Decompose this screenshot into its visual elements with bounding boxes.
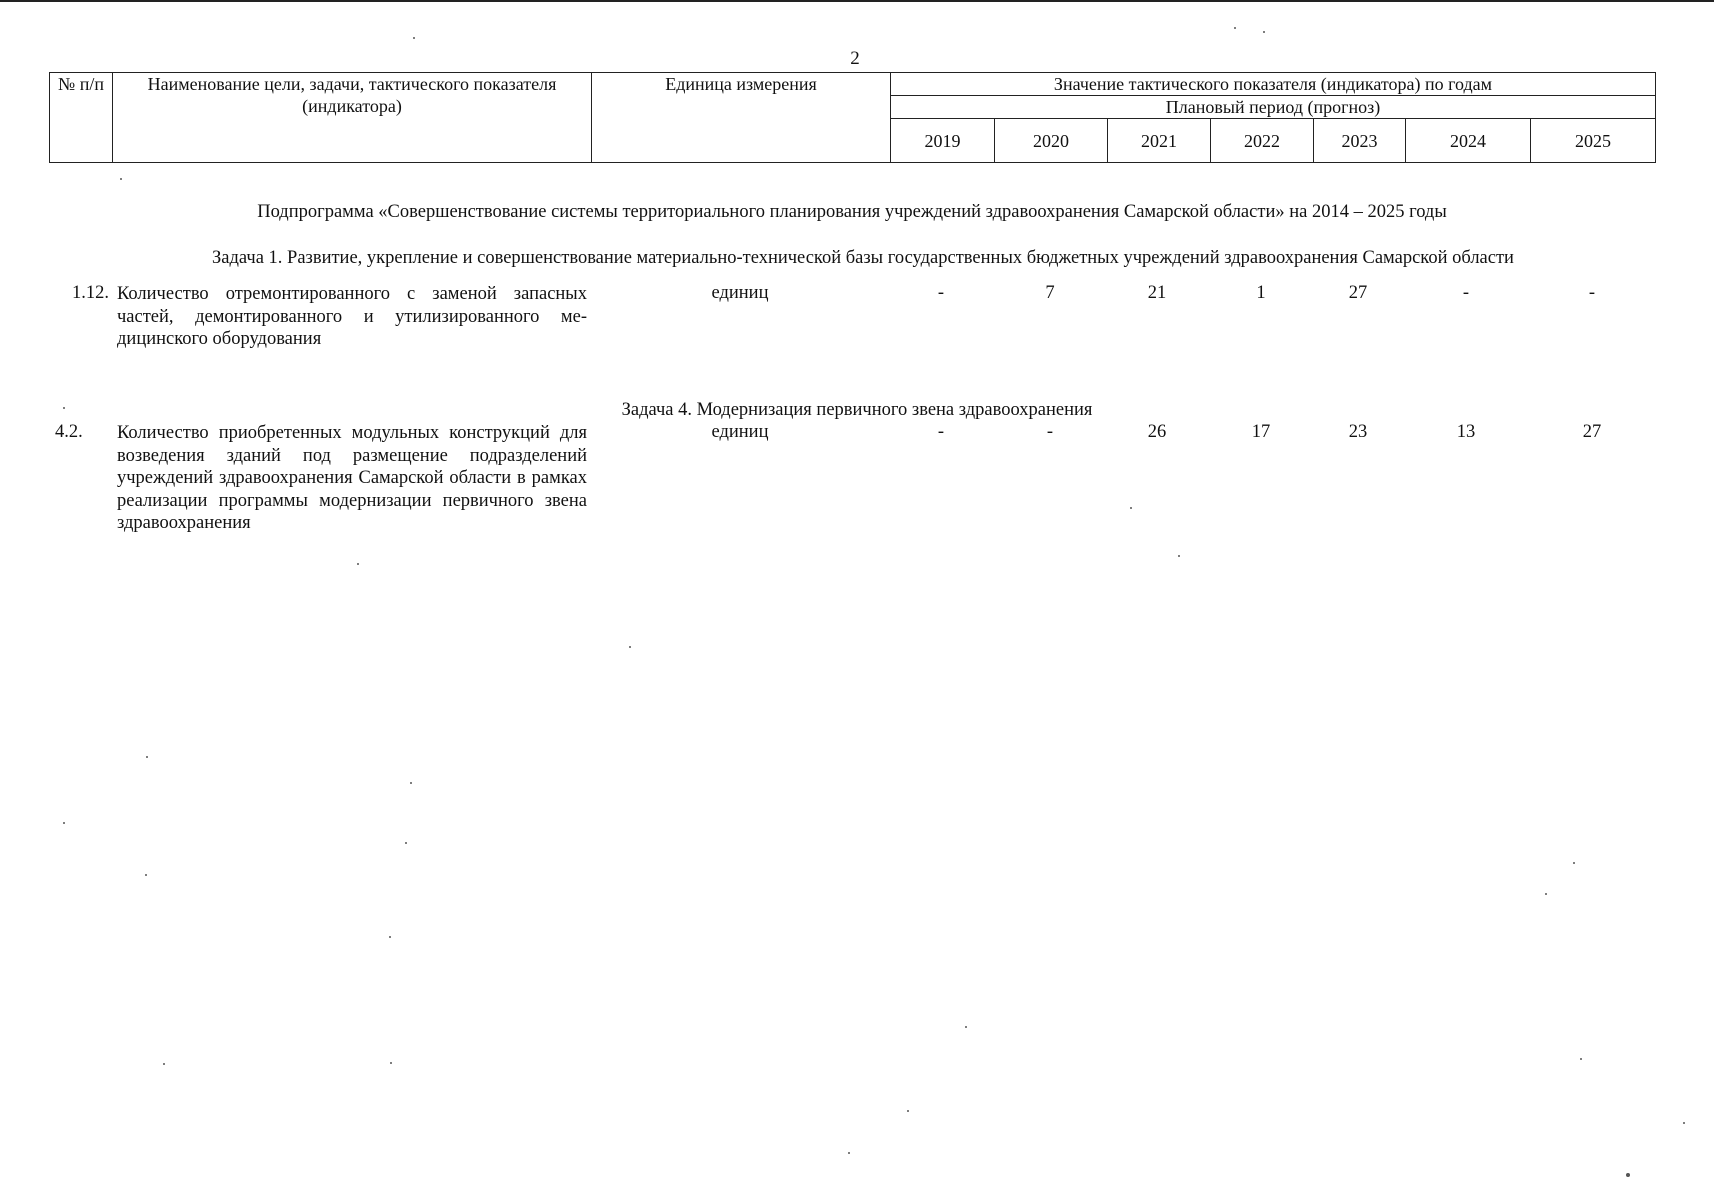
scan-speck	[405, 842, 407, 844]
scan-speck	[1626, 1173, 1630, 1177]
row-value-2020: -	[1046, 422, 1054, 442]
scan-speck	[1130, 507, 1132, 509]
task-4-title: Задача 4. Модернизация первичного звена здравоохранения	[621, 400, 1093, 420]
header-unit-col: Единица измерения	[592, 73, 891, 163]
header-year-2025: 2025	[1531, 119, 1656, 163]
header-num-col: № п/п	[50, 73, 113, 163]
page-number: 2	[850, 48, 860, 69]
scan-speck	[629, 646, 631, 648]
row-value-2022: 1	[1256, 283, 1266, 303]
row-value-2025: -	[1588, 283, 1596, 303]
header-year-2019: 2019	[891, 119, 995, 163]
scan-speck	[1545, 893, 1547, 895]
row-value-2023: 23	[1348, 422, 1368, 442]
scan-speck	[410, 782, 412, 784]
header-period-label: Плановый период (прогноз)	[891, 96, 1656, 119]
scan-speck	[1263, 31, 1265, 33]
scan-speck	[120, 178, 122, 180]
row-value-2021: 26	[1147, 422, 1167, 442]
row-value-2025: 27	[1582, 422, 1602, 442]
scan-speck	[63, 822, 65, 824]
row-value-2019: -	[937, 283, 945, 303]
scan-speck	[1234, 27, 1236, 29]
scan-speck	[1683, 1122, 1685, 1124]
scan-speck	[163, 1063, 165, 1065]
scan-speck	[1580, 1058, 1582, 1060]
scan-speck	[63, 407, 65, 409]
top-border-line	[0, 0, 1714, 2]
header-name-col: Наименование цели, задачи, тактического показателя (индикатора)	[113, 73, 592, 163]
scan-speck	[907, 1110, 909, 1112]
row-value-2022: 17	[1251, 422, 1271, 442]
scan-speck	[1178, 555, 1180, 557]
row-value-2023: 27	[1348, 283, 1368, 303]
scan-speck	[965, 1026, 967, 1028]
row-value-2024: -	[1462, 283, 1470, 303]
scan-speck	[389, 936, 391, 938]
header-year-2020: 2020	[995, 119, 1108, 163]
scan-speck	[1573, 862, 1575, 864]
row-number: 4.2.	[55, 422, 83, 442]
row-unit: единиц	[711, 283, 769, 303]
header-year-2022: 2022	[1211, 119, 1314, 163]
header-values-col: Значение тактического показателя (индикатора) по годам	[891, 73, 1656, 96]
header-year-2024: 2024	[1406, 119, 1531, 163]
scan-speck	[390, 1062, 392, 1064]
row-value-2021: 21	[1147, 283, 1167, 303]
row-number: 1.12.	[72, 283, 109, 303]
scan-speck	[357, 563, 359, 565]
task-1-title: Задача 1. Развитие, укрепление и совершенствование материально-технической базы государственных бюджетных учреждений здравоохранения Самарской области	[212, 248, 1514, 268]
row-unit: единиц	[711, 422, 769, 442]
row-value-2020: 7	[1045, 283, 1055, 303]
scan-speck	[848, 1152, 850, 1154]
header-year-2021: 2021	[1108, 119, 1211, 163]
subprogram-title: Подпрограмма «Совершенствование системы территориального планирования учреждений здравоохранения Самарской области» на 2014 – 2025 годы	[257, 202, 1447, 222]
scan-speck	[146, 756, 148, 758]
row-value-2019: -	[937, 422, 945, 442]
scan-speck	[413, 37, 415, 39]
header-year-2023: 2023	[1314, 119, 1406, 163]
row-indicator-name: Количество приобретенных модульных конструкций для возведения зданий под размещение подразделений учреждений здравоохранения Самарской области в рамках реализации программы модернизации первичного звена здравоохранения	[117, 423, 587, 533]
scan-speck	[145, 874, 147, 876]
row-indicator-name: Количество отремонтированного с заменой запасных частей, демонтированного и утилизированного медицинского оборудования	[117, 284, 587, 349]
header-table	[49, 72, 1656, 163]
row-value-2024: 13	[1456, 422, 1476, 442]
